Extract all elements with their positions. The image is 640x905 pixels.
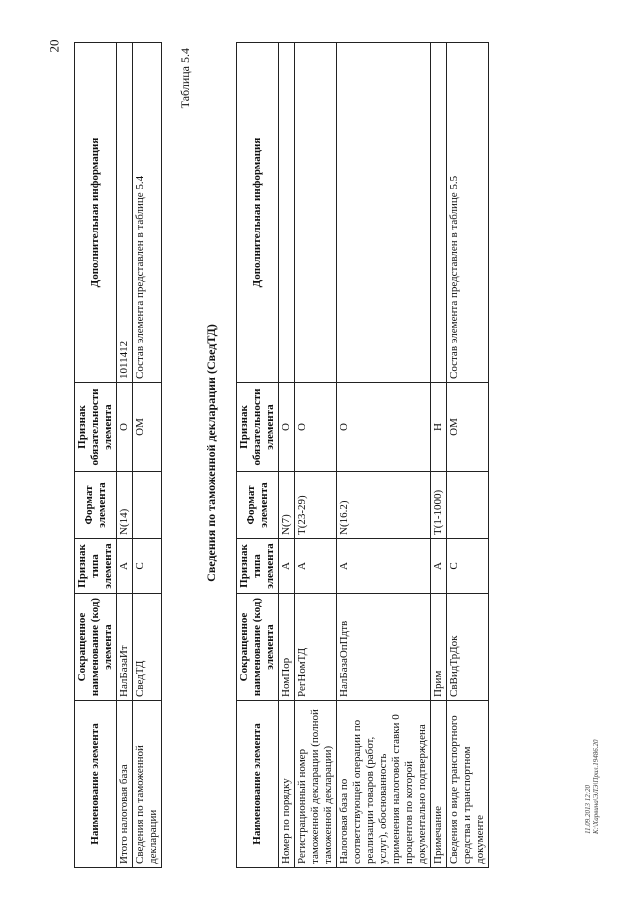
cell-required: О [295, 383, 337, 472]
cell-type: А [295, 539, 337, 594]
cell-code: НалБазаИт [117, 594, 133, 701]
cell-name: Регистрационный номер таможенной декларации (полной таможенной декларации) [295, 701, 337, 868]
cell-type: А [279, 539, 295, 594]
cell-name: Итого налоговая база [117, 701, 133, 868]
cell-info: Состав элемента представлен в таблице 5.5 [447, 43, 489, 383]
cell-info [279, 43, 295, 383]
cell-code: НомПор [279, 594, 295, 701]
cell-code: СвВидТрДок [447, 594, 489, 701]
file-stamp-date: 11.09.2013 12:20 [584, 784, 592, 834]
header-type: Признак типа элемента [75, 539, 117, 594]
cell-required: Н [431, 383, 447, 472]
rotated-page-content [68, 38, 608, 868]
cell-info: 1011412 [117, 43, 133, 383]
header-name: Наименование элемента [75, 701, 117, 868]
section-title: Сведения по таможенной декларации (СведТД) [204, 324, 218, 582]
table-5-3-continuation [74, 42, 162, 868]
cell-code: СведТД [133, 594, 162, 701]
table-5-4 [236, 42, 489, 868]
cell-code: НалБазаОпПдтв [337, 594, 431, 701]
table-label: Таблица 5.4 [178, 48, 192, 109]
header-format: Формат элемента [237, 472, 279, 539]
table-row [133, 43, 162, 868]
cell-required: ОМ [133, 383, 162, 472]
cell-format: T(23-29) [295, 472, 337, 539]
page-number: 20 [46, 39, 62, 53]
cell-type: С [133, 539, 162, 594]
header-code: Сокращенное наименование (код) элемента [237, 594, 279, 701]
cell-name: Сведения о виде транспортного средства и транспортном документе [447, 701, 489, 868]
cell-required: О [279, 383, 295, 472]
file-stamp [584, 739, 600, 834]
cell-info [295, 43, 337, 383]
cell-required: О [337, 383, 431, 472]
table-row [279, 43, 295, 868]
cell-name: Налоговая база по соответствующей операции по реализации товаров (работ, услуг), обоснованность применения налоговой ставки 0 процентов по которой документально подтверждена [337, 701, 431, 868]
file-stamp-path: К:\Харвина\ЭЛЭ\Прил.19486.20 [592, 739, 600, 834]
cell-name: Сведения по таможенной декларации [133, 701, 162, 868]
cell-type: А [431, 539, 447, 594]
cell-info [337, 43, 431, 383]
table-row [431, 43, 447, 868]
table-row [337, 43, 431, 868]
table-header-row [75, 43, 117, 868]
cell-code: Прим [431, 594, 447, 701]
header-name: Наименование элемента [237, 701, 279, 868]
cell-info [431, 43, 447, 383]
header-required: Признак обязательности элемента [237, 383, 279, 472]
cell-type: А [337, 539, 431, 594]
cell-required: ОМ [447, 383, 489, 472]
table-row [295, 43, 337, 868]
header-type: Признак типа элемента [237, 539, 279, 594]
cell-format: T(1-1000) [431, 472, 447, 539]
header-format: Формат элемента [75, 472, 117, 539]
cell-format [447, 472, 489, 539]
header-info: Дополнительная информация [237, 43, 279, 383]
header-code: Сокращенное наименование (код) элемента [75, 594, 117, 701]
table-row [447, 43, 489, 868]
cell-format: N(16.2) [337, 472, 431, 539]
cell-format [133, 472, 162, 539]
cell-info: Состав элемента представлен в таблице 5.4 [133, 43, 162, 383]
cell-name: Примечание [431, 701, 447, 868]
cell-required: О [117, 383, 133, 472]
header-required: Признак обязательности элемента [75, 383, 117, 472]
table-header-row [237, 43, 279, 868]
cell-format: N(14) [117, 472, 133, 539]
cell-code: РегНомТД [295, 594, 337, 701]
table-row [117, 43, 133, 868]
header-info: Дополнительная информация [75, 43, 117, 383]
cell-name: Номер по порядку [279, 701, 295, 868]
cell-type: А [117, 539, 133, 594]
cell-type: С [447, 539, 489, 594]
cell-format: N(7) [279, 472, 295, 539]
